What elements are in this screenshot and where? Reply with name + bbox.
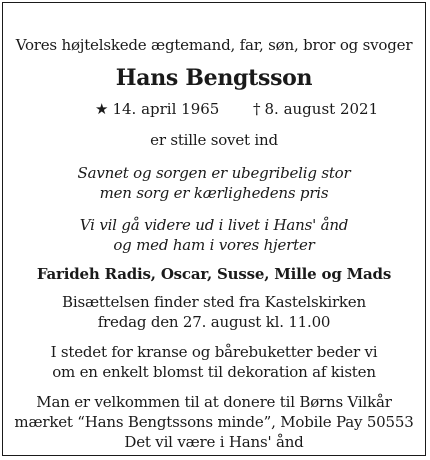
star-icon: ★ [95,100,109,118]
donation-line-1: Man er velkommen til at donere til Børns Vilkår [36,393,392,411]
verse-1-line-2: men sorg er kærlighedens pris [99,184,329,202]
verse-2-line-1: Vi vil gå videre ud i livet i Hans' ånd [79,216,349,234]
verse-2-line-2: og med ham i vores hjerter [113,236,315,254]
funeral-line-2: fredag den 27. august kl. 11.00 [97,313,331,331]
birth-date [95,100,219,118]
donation-line-2: mærket “Hans Bengtssons minde”, Mobile Pay 50553 [14,413,414,431]
life-dates [3,100,425,118]
death-date-text: 8. august 2021 [264,100,379,118]
birth-date-text: 14. april 1965 [112,100,220,118]
death-date [253,100,378,118]
flowers-line-2: om en enkelt blomst til dekoration af kisten [52,363,376,381]
obituary-notice [2,2,426,456]
donation-line-3: Det vil være i Hans' ånd [124,433,304,451]
cross-icon: † [253,100,261,118]
flowers-line-1: I stedet for kranse og bårebuketter beder vi [50,343,378,361]
verse-1-line-1: Savnet og sorgen er ubegribelig stor [77,164,351,182]
funeral-line-1: Bisættelsen finder sted fra Kastelskirken [62,293,366,311]
deceased-name: Hans Bengtsson [115,65,313,91]
family-names: Farideh Radis, Oscar, Susse, Mille og Mads [36,265,392,283]
passed-text: er stille sovet ind [150,131,278,149]
intro-text: Vores højtelskede ægtemand, far, søn, bror og svoger [15,36,413,54]
